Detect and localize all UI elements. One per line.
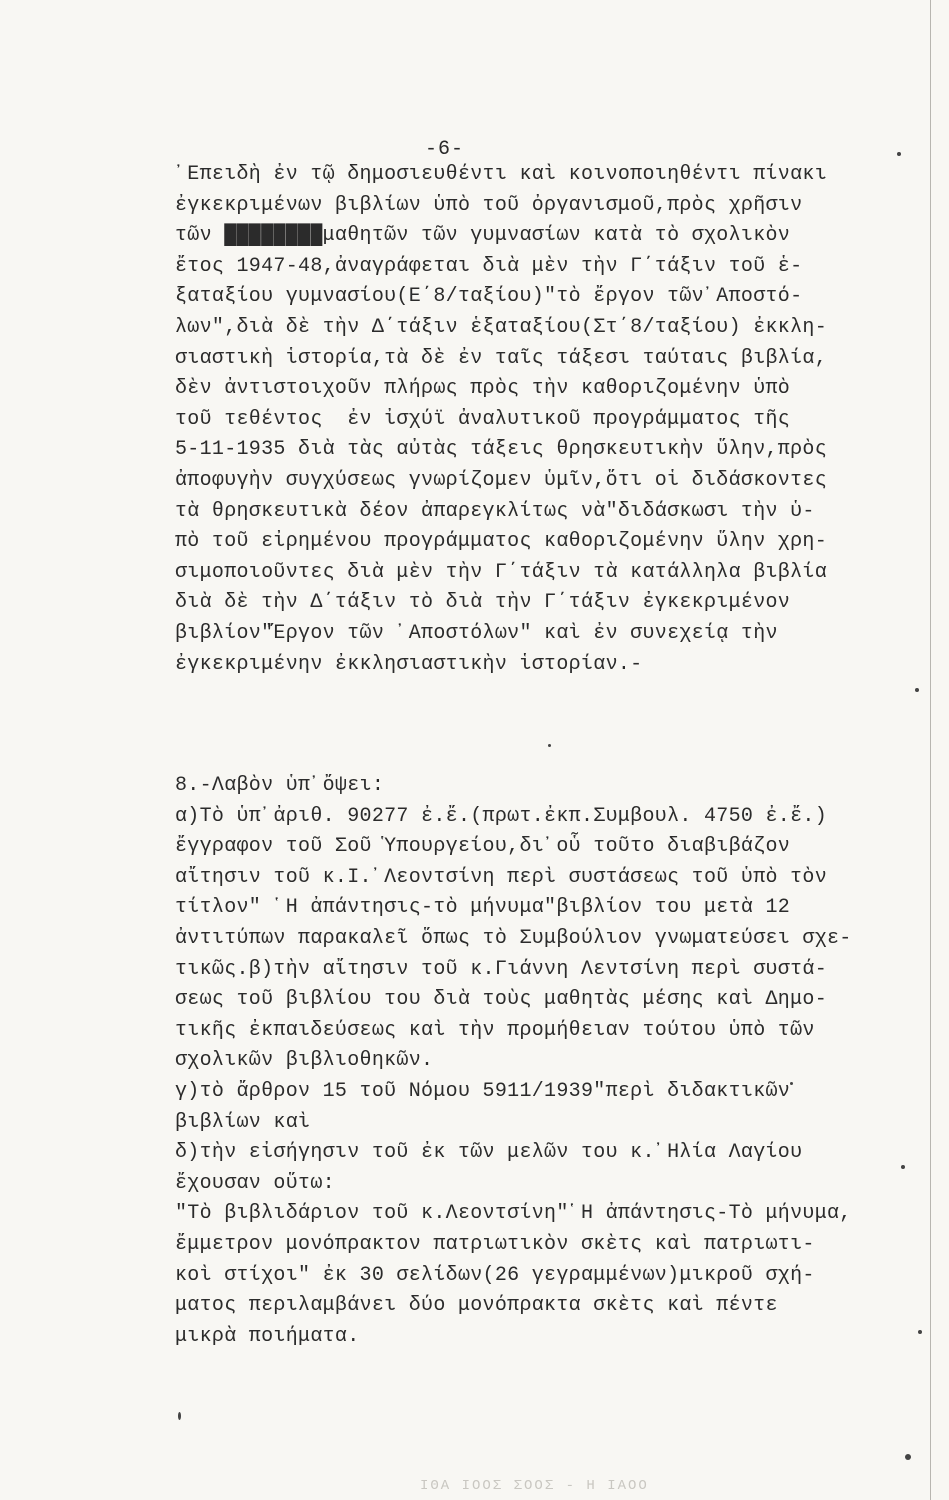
text-line: ἐγκεκριμένην ἐκκλησιαστικὴν ἱστορίαν.- <box>175 652 643 676</box>
text-line: τοῦ τεθέντος ἐν ἰσχύϊ ἀναλυτικοῦ προγράμματος τῆς <box>175 407 791 431</box>
ink-speck <box>178 1412 181 1420</box>
text-line: δ)τὴν εἰσήγησιν τοῦ ἐκ τῶν μελῶν του κ.᾿Ηλία Λαγίου <box>175 1141 803 1165</box>
ink-speck <box>897 152 901 156</box>
text-line: ἀντιτύπων παρακαλεῖ ὅπως τὸ Συμβούλιον γνωματεύσει σχε- <box>175 926 852 950</box>
paragraph-block-2 <box>175 771 905 1352</box>
ink-speck <box>918 1330 922 1334</box>
text-line: σιαστικὴ ἱστορία,τὰ δὲ ἐν ταῖς τάξεσι ταύταις βιβλία, <box>175 346 828 370</box>
text-line: αἴτησιν τοῦ κ.Ι.᾿Λεοντσίνη περὶ συστάσεως τοῦ ὑπὸ τὸν <box>175 865 828 889</box>
paragraph-block-1 <box>175 160 905 680</box>
text-line: κοὶ στίχοι" ἐκ 30 σελίδων(26 γεγραμμένων)μικροῦ σχή- <box>175 1263 815 1287</box>
text-line: δὲν ἀντιστοιχοῦν πλήρως πρὸς τὴν καθοριζομένην ὑπὸ <box>175 377 791 401</box>
ink-speck <box>901 1165 905 1169</box>
text-line: 5-11-1935 διὰ τὰς αὐτὰς τάξεις θρησκευτικὴν ὕλην,πρὸς <box>175 438 828 462</box>
text-line: 8.-Λαβὸν ὑπ᾿ὄψει: <box>175 774 385 797</box>
text-line: ἔχουσαν οὕτω: <box>175 1171 335 1195</box>
text-line: βιβλίον"Ἔργον τῶν ᾿Αποστόλων" καὶ ἐν συνεχείᾳ τὴν <box>175 621 778 645</box>
text-line: μικρὰ ποιήματα. <box>175 1324 360 1348</box>
text-line: ἔμμετρον μονόπρακτον πατριωτικὸν σκὲτς καὶ πατριωτι- <box>175 1232 815 1256</box>
text-line: γ)τὸ ἄρθρον 15 τοῦ Νόμου 5911/1939"περὶ διδακτικῶν <box>175 1079 791 1103</box>
text-line: πὸ τοῦ εἰρημένου προγράμματος καθοριζομένην ὕλην χρη- <box>175 530 828 554</box>
text-line: τικῶς.β)τὴν αἴτησιν τοῦ κ.Γιάννη Λεντσίνη περὶ συστά- <box>175 957 828 981</box>
text-line: ξαταξίου γυμνασίου(Ε΄8/ταξίου)"τὸ ἔργον τῶν᾿Αποστό- <box>175 285 803 309</box>
text-line: σιμοποιοῦντες διὰ μὲν τὴν Γ΄τάξιν τὰ κατάλληλα βιβλία <box>175 560 828 584</box>
ink-speck <box>548 744 551 747</box>
text-line: διὰ δὲ τὴν Δ΄τάξιν τὸ διὰ τὴν Γ΄τάξιν ἐγκεκριμένον <box>175 591 791 615</box>
text-line: τικῆς ἐκπαιδεύσεως καὶ τὴν προμήθειαν τούτου ὑπὸ τῶν <box>175 1018 815 1042</box>
bottom-ghost-text: ΙΘΑ ΙΟΟΣ ΣΟΟΣ - Η ΙΑΟΟ <box>420 1478 649 1494</box>
text-line: "Τὸ βιβλιδάριον τοῦ κ.Λεοντσίνη"῾Η ἀπάντησις-Τὸ μήνυμα, <box>175 1202 852 1226</box>
ink-speck <box>905 1454 911 1460</box>
text-line: λων",διὰ δὲ τὴν Δ΄τάξιν ἑξαταξίου(Στ΄8/ταξίου) ἐκκλη- <box>175 315 828 339</box>
ink-speck <box>790 1082 793 1085</box>
text-line: ἔγγραφον τοῦ Σοῦ Ὑπουργείου,δι᾿οὗ τοῦτο διαβιβάζον <box>175 835 791 859</box>
text-line: τίτλον" ῾Η ἀπάντησις-τὸ μήνυμα"βιβλίον του μετὰ 12 <box>175 896 791 920</box>
text-line: ἐγκεκριμένων βιβλίων ὑπὸ τοῦ ὀργανισμοῦ,πρὸς χρῆσιν <box>175 193 803 217</box>
text-line: τῶν ████████μαθητῶν τῶν γυμνασίων κατὰ τὸ σχολικὸν <box>175 224 791 248</box>
text-line: ματος περιλαμβάνει δύο μονόπρακτα σκὲτς καὶ πέντε <box>175 1294 778 1318</box>
ink-speck <box>915 688 919 692</box>
text-line: βιβλίων καὶ <box>175 1110 311 1134</box>
text-line: ᾿Επειδὴ ἐν τῷ δημοσιευθέντι καὶ κοινοποιηθέντι πίνακι <box>175 163 828 186</box>
page-number: -6- <box>425 138 465 161</box>
text-line: α)Τὸ ὑπ᾿ἀριθ. 90277 ἐ.ἔ.(πρωτ.ἐκπ.Συμβουλ. 4750 ἐ.ἔ.) <box>175 804 828 828</box>
text-line: σεως τοῦ βιβλίου του διὰ τοὺς μαθητὰς μέσης καὶ Δημο- <box>175 988 828 1012</box>
text-line: ἀποφυγὴν συγχύσεως γνωρίζομεν ὑμῖν,ὅτι οἱ διδάσκοντες <box>175 468 828 492</box>
text-line: σχολικῶν βιβλιοθηκῶν. <box>175 1049 434 1073</box>
text-line: τὰ θρησκευτικὰ δέον ἀπαρεγκλίτως νὰ"διδάσκωσι τὴν ὑ- <box>175 499 815 523</box>
page-edge-line <box>930 0 931 1500</box>
text-line: ἔτος 1947-48,ἀναγράφεται διὰ μὲν τὴν Γ΄τάξιν τοῦ ἑ- <box>175 254 803 278</box>
